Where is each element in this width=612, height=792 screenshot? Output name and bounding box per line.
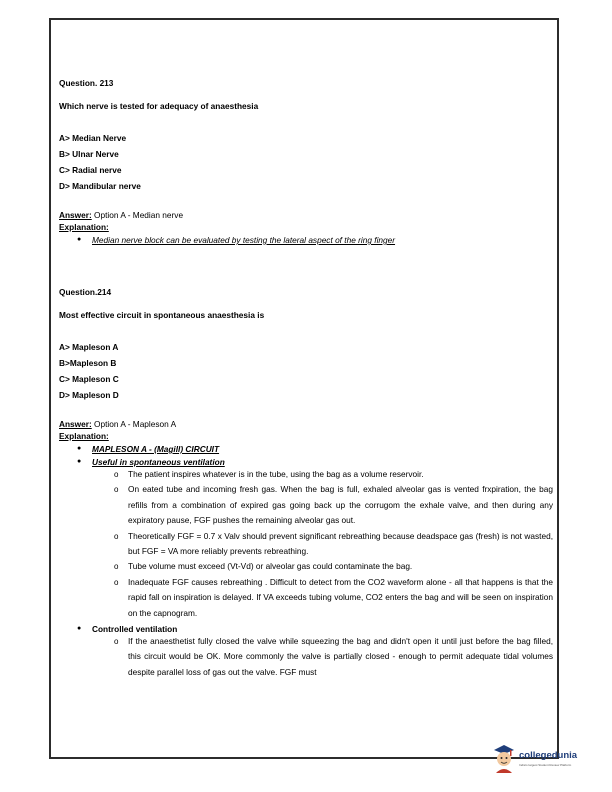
question-213-text: Which nerve is tested for adequacy of anaesthesia xyxy=(59,101,259,111)
sub-item: o If the anaesthetist fully closed the valve while squeezing the bag and didn't open it until just before the bag filled, this circuit would be OK. More commonly the valve is partially closed - enough to permit adequate tidal volumes despite parallel loss of gas out the valve. FGF must xyxy=(59,634,553,680)
option-c: C> Radial nerve xyxy=(59,165,122,175)
explanation-bullet: ● MAPLESON A - (Magill) CIRCUIT xyxy=(59,444,553,454)
option-b: B> Ulnar Nerve xyxy=(59,149,119,159)
option-c: C> Mapleson C xyxy=(59,374,119,384)
sub-item: o Inadequate FGF causes rebreathing . Difficult to detect from the CO2 waveform alone - all that happens is that the rapid fall on inspiration is delayed. If VA exceeds tubing volume, CO2 enters the bag and will be seen on inspiration on the capnogram. xyxy=(59,575,553,621)
question-214-text: Most effective circuit in spontaneous anaesthesia is xyxy=(59,310,265,320)
document-content xyxy=(59,78,553,680)
answer-label: Answer: xyxy=(59,419,92,429)
answer-value: Option A - Median nerve xyxy=(91,210,184,220)
option-a: A> Mapleson A xyxy=(59,342,119,352)
answer-214 xyxy=(59,419,553,429)
option-d: D> Mandibular nerve xyxy=(59,181,141,191)
question-214-heading: Question.214 xyxy=(59,287,112,297)
answer-label: Answer: xyxy=(59,210,92,220)
explanation-bullet: ● Useful in spontaneous ventilation xyxy=(59,457,553,467)
mascot-icon xyxy=(490,744,518,774)
question-213-options xyxy=(59,130,553,194)
explanation-label: Explanation: xyxy=(59,431,109,441)
explanation-label: Explanation: xyxy=(59,222,109,232)
question-213-heading: Question. 213 xyxy=(59,78,114,88)
sub-item: o Tube volume must exceed (Vt-Vd) or alveolar gas could contaminate the bag. xyxy=(59,559,553,574)
logo-tagline: India's largest Student Review Platform xyxy=(519,763,572,767)
sub-item: o The patient inspires whatever is in the tube, using the bag as a volume reservoir. xyxy=(59,467,553,482)
option-b: B>Mapleson B xyxy=(59,358,117,368)
question-214-options xyxy=(59,339,553,403)
answer-213 xyxy=(59,210,553,220)
explanation-bullet: ● Median nerve block can be evaluated by testing the lateral aspect of the ring finger xyxy=(59,235,553,245)
option-d: D> Mapleson D xyxy=(59,390,119,400)
explanation-bullet: ● Controlled ventilation xyxy=(59,624,553,634)
sub-item: o On eated tube and incoming fresh gas. When the bag is full, exhaled alveolar gas is vented frxpiration, the bag refills from a combination of expired gas going back up the corrugom the exhale valve, and then during any expiratory pause, FGF pushes the remaining alveolar gas out. xyxy=(59,482,553,528)
collegedunia-logo xyxy=(490,744,578,778)
sub-item: o Theoretically FGF = 0.7 x Valv should prevent significant rebreathing because deadspace gas (fresh) is not wasted, but FGF = VA more reliably prevents rebreathing. xyxy=(59,529,553,560)
answer-value: Option A - Mapleson A xyxy=(91,419,177,429)
option-a: A> Median Nerve xyxy=(59,133,127,143)
logo-name: collegedunia xyxy=(519,750,578,761)
